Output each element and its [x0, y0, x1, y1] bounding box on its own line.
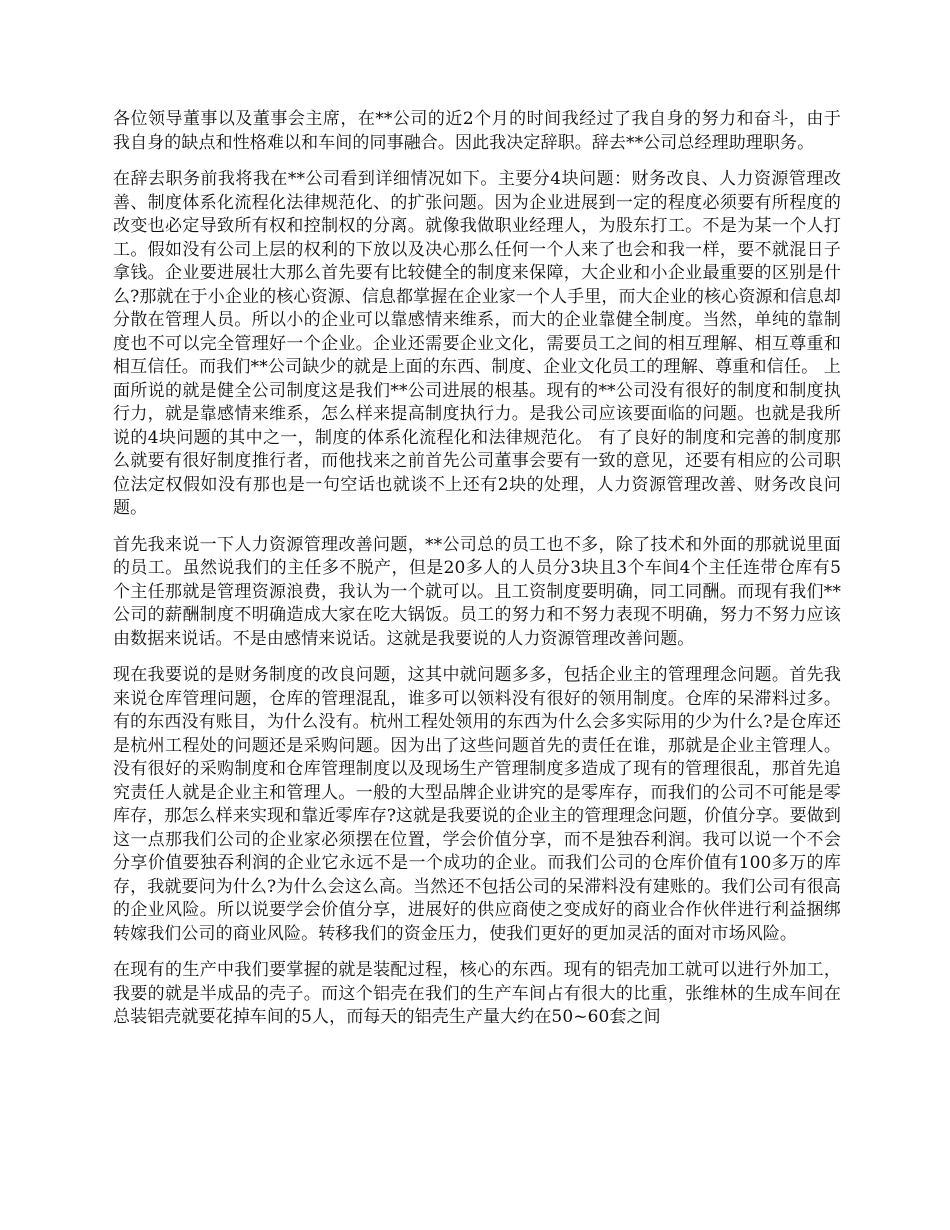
document-body [113, 108, 841, 1043]
paragraph-production-assembly: 在现有的生产中我们要掌握的就是装配过程，核心的东西。现有的铝壳加工就可以进行外加工，我要的就是半成品的壳子。而这个铝壳在我们的生产车间占有很大的比重，张维林的生成车间在总装铝壳就要花掉车间的5人，而每天的铝壳生产量大约在50~60套之间 [113, 960, 841, 1027]
paragraph-resignation-intro: 各位领导董事以及董事会主席，在**公司的近2个月的时间我经过了我自身的努力和奋斗，由于我自身的缺点和性格难以和车间的同事融合。因此我决定辞职。辞去**公司总经理助理职务。 [113, 109, 841, 153]
paragraph-hr-management: 首先我来说一下人力资源管理改善问题，**公司总的员工也不多，除了技术和外面的那就说里面的员工。虽然说我们的主任多不脱产，但是20多人的人员分3块且3个车间4个主任连带仓库有5个主任那就是管理资源浪费，我认为一个就可以。且工资制度要明确，同工同酬。而现有我们**公司的薪酬制度不明确造成大家在吃大锅饭。员工的努力和不努力表现不明确，努力不努力应该由数据来说话。不是由感情来说话。这就是我要说的人力资源管理改善问题。 [113, 534, 841, 649]
paragraph-finance-system: 现在我要说的是财务制度的改良问题，这其中就问题多多，包括企业主的管理理念问题。首先我来说仓库管理问题，仓库的管理混乱，谁多可以领料没有很好的领用制度。仓库的呆滞料过多。有的东西没有账目，为什么没有。杭州工程处领用的东西为什么会多实际用的少为什么?是仓库还是杭州工程处的问题还是采购问题。因为出了这些问题首先的责任在谁，那就是企业主管理人。没有很好的采购制度和仓库管理制度以及现场生产管理制度多造成了现有的管理很乱，那首先追究责任人就是企业主和管理人。一般的大型品牌企业讲究的是零库存，而我们的公司不可能是零库存，那怎么样来实现和靠近零库存?这就是我要说的企业主的管理理念问题，价值分享。要做到这一点那我们公司的企业家必须摆在位置，学会价值分享，而不是独吞利润。我可以说一个不会分享价值要独吞利润的企业它永远不是一个成功的企业。而我们公司的仓库价值有100多万的库存，我就要问为什么?为什么会这么高。当然还不包括公司的呆滞料没有建账的。我们公司有很高的企业风险。所以说要学会价值分享，进展好的供应商使之变成好的商业合作伙伴进行利益捆绑转嫁我们公司的商业风险。转移我们的资金压力，使我们更好的更加灵活的面对市场风险。 [113, 665, 841, 944]
paragraph-company-issues: 在辞去职务前我将我在**公司看到详细情况如下。主要分4块问题：财务改良、人力资源管理改善、制度体系化流程化法律规范化、的扩张问题。因为企业进展到一定的程度必须要有所程度的改变也必定导致所有权和控制权的分离。就像我做职业经理人，为股东打工。不是为某一个人打工。假如没有公司上层的权利的下放以及决心那么任何一个人来了也会和我一样，要不就混日子拿钱。企业要进展壮大那么首先要有比较健全的制度来保障，大企业和小企业最重要的区别是什么?那就在于小企业的核心资源、信息都掌握在企业家一个人手里，而大企业的核心资源和信息却分散在管理人员。所以小的企业可以靠感情来维系，而大的企业靠健全制度。当然，单纯的靠制度也不可以完全管理好一个企业。企业还需要企业文化，需要员工之间的相互理解、相互尊重和相互信任。而我们**公司缺少的就是上面的东西、制度、企业文化员工的理解、尊重和信任。 上面所说的就是健全公司制度这是我们**公司进展的根基。现有的**公司没有很好的制度和制度执行力，就是靠感情来维系，怎么样来提高制度执行力。是我公司应该要面临的问题。也就是我所说的4块问题的其中之一，制度的体系化流程化和法律规范化。 有了良好的制度和完善的制度那么就要有很好制度推行者，而他找来之前首先公司董事会要有一致的意见，还要有相应的公司职位法定权假如没有那也是一句空话也就谈不上还有2块的处理，人力资源管理改善、财务改良问题。 [113, 169, 841, 518]
